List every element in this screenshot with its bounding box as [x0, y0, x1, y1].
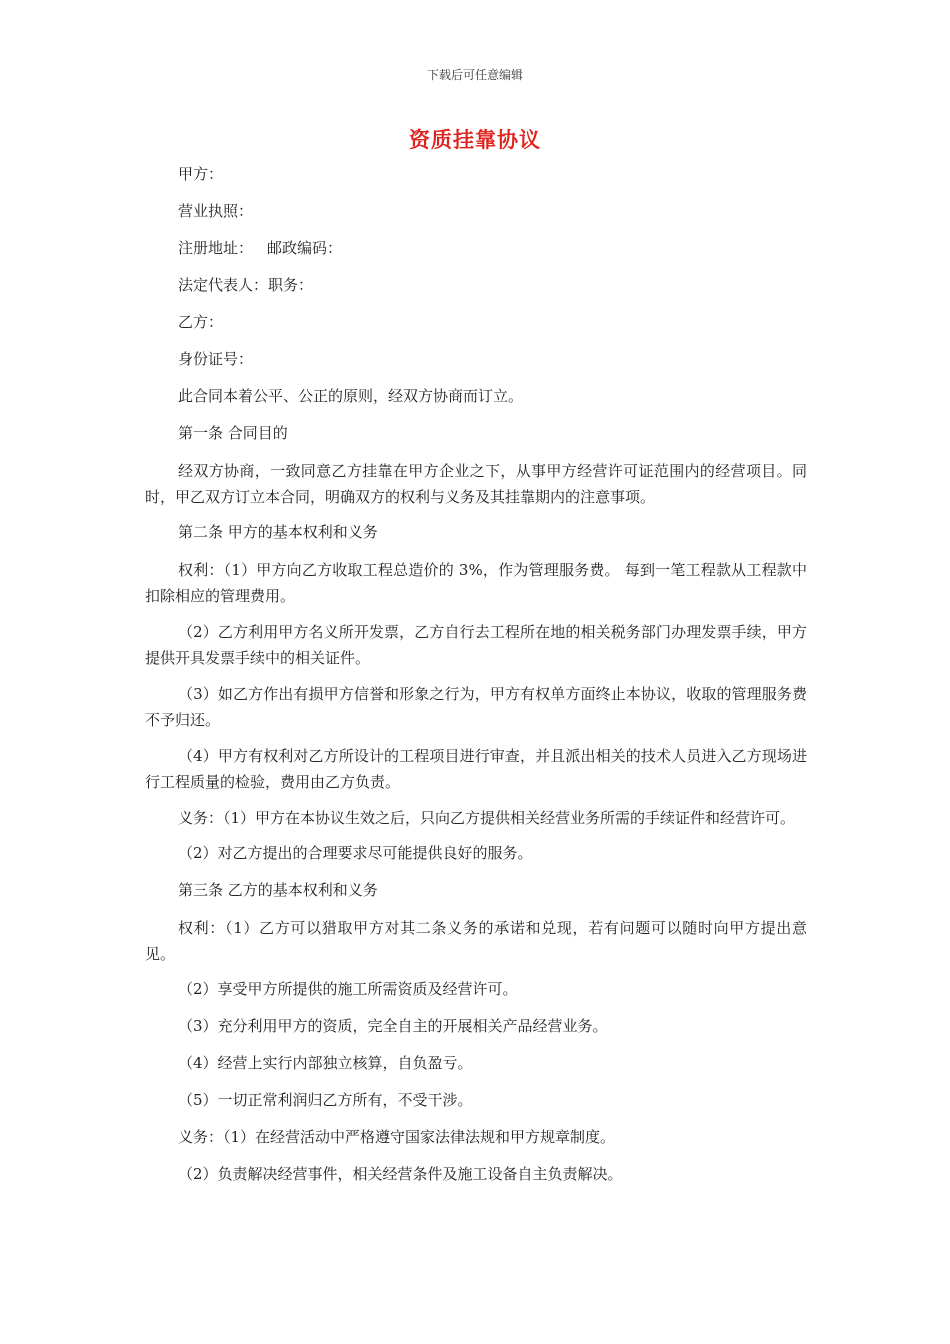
article-2-duty-2: （2）对乙方提出的合理要求尽可能提供良好的服务。 — [178, 844, 533, 862]
article-1-title: 第一条 合同目的 — [178, 424, 288, 442]
preamble: 此合同本着公平、公正的原则，经双方协商而订立。 — [178, 387, 524, 405]
article-3-right-5: （5）一切正常利润归乙方所有，不受干涉。 — [178, 1091, 473, 1109]
article-3-right-1: 权利：（1）乙方可以猎取甲方对其二条义务的承诺和兑现，若有问题可以随时向甲方提出意见。 — [145, 919, 807, 963]
article-3-duty-1: 义务：（1）在经营活动中严格遵守国家法律法规和甲方规章制度。 — [178, 1128, 616, 1146]
legal-rep-label: 法定代表人： — [178, 276, 269, 294]
article-2-right-3: （3）如乙方作出有损甲方信誉和形象之行为，甲方有权单方面终止本协议，收取的管理服务费不予归还。 — [145, 685, 807, 729]
id-number-line: 身份证号： — [178, 350, 254, 368]
article-3-right-4: （4）经营上实行内部独立核算，自负盈亏。 — [178, 1054, 473, 1072]
article-2-right-2: （2）乙方利用甲方名义所开发票，乙方自行去工程所在地的相关税务部门办理发票手续，甲方提供开具发票手续中的相关证件。 — [145, 623, 807, 667]
article-3-right-2: （2）享受甲方所提供的施工所需资质及经营许可。 — [178, 980, 518, 998]
article-3-title: 第三条 乙方的基本权利和义务 — [178, 881, 378, 899]
article-3-right-3: （3）充分利用甲方的资质，完全自主的开展相关产品经营业务。 — [178, 1017, 608, 1035]
business-license-line: 营业执照： — [178, 202, 254, 220]
registered-address-label: 注册地址： — [178, 239, 254, 257]
party-a-line: 甲方： — [178, 165, 224, 183]
article-2-title: 第二条 甲方的基本权利和义务 — [178, 523, 378, 541]
document-title: 资质挂靠协议 — [409, 127, 541, 152]
party-b-line: 乙方： — [178, 313, 224, 331]
article-3-duty-2: （2）负责解决经营事件，相关经营条件及施工设备自主负责解决。 — [178, 1165, 623, 1183]
article-2-right-1: 权利：（1）甲方向乙方收取工程总造价的 3%，作为管理服务费。 每到一笔工程款从工程款中扣除相应的管理费用。 — [145, 561, 807, 605]
postal-code-label: 邮政编码： — [267, 239, 343, 257]
document-body — [145, 162, 807, 1199]
address-line — [145, 236, 807, 260]
legal-rep-line — [145, 273, 807, 297]
position-label: 职务： — [268, 276, 314, 294]
article-2-right-4: （4）甲方有权利对乙方所设计的工程项目进行审查，并且派出相关的技术人员进入乙方现场进行工程质量的检验，费用由乙方负责。 — [145, 747, 807, 791]
article-2-duty-1: 义务：（1）甲方在本协议生效之后，只向乙方提供相关经营业务所需的手续证件和经营许可。 — [178, 809, 796, 827]
header-note: 下载后可任意编辑 — [426, 68, 523, 82]
article-1-text: 经双方协商，一致同意乙方挂靠在甲方企业之下，从事甲方经营许可证范围内的经营项目。同时，甲乙双方订立本合同，明确双方的权利与义务及其挂靠期内的注意事项。 — [145, 462, 807, 506]
